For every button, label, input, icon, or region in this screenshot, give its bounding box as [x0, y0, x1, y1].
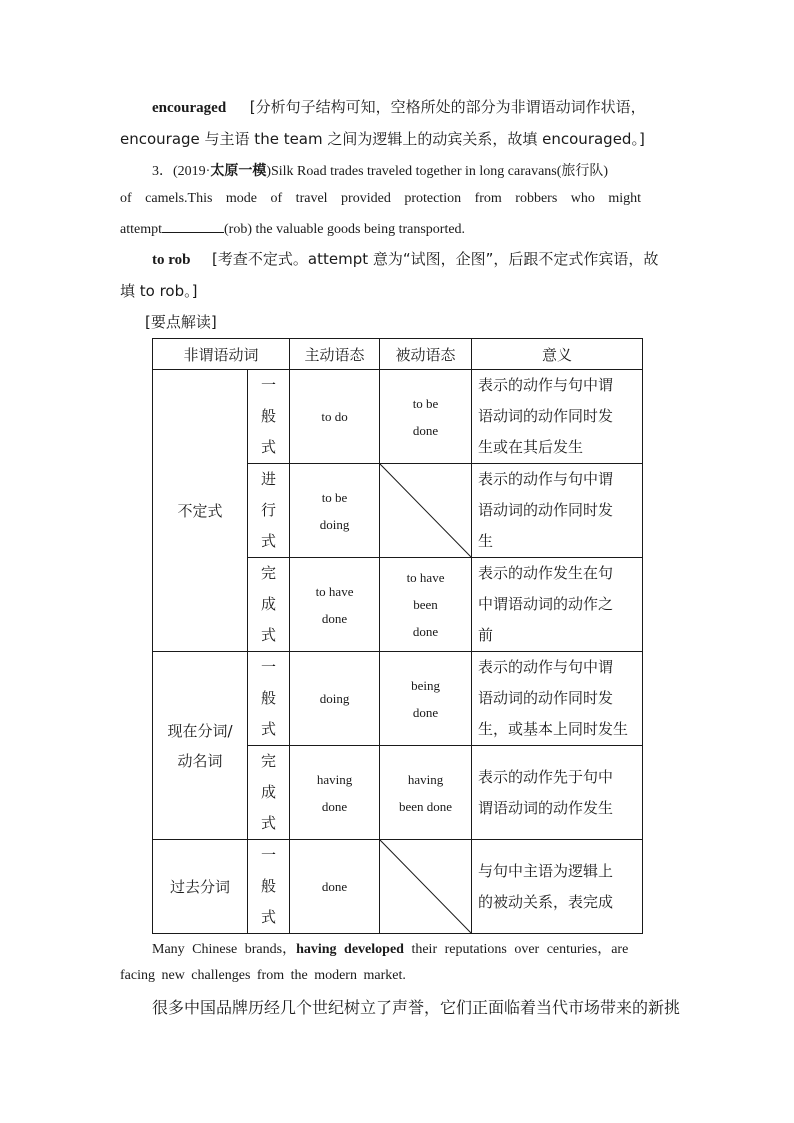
form-char: 式: [261, 626, 277, 644]
form-char: 行: [261, 501, 277, 519]
table-row: [153, 840, 643, 934]
form-char: 般: [261, 407, 277, 425]
passive-text: having: [407, 771, 444, 787]
form-char: 式: [261, 814, 277, 832]
meaning-text: 表示的动作与句中谓: [478, 376, 614, 394]
group-participle: [153, 652, 248, 840]
passive-text: being: [411, 677, 440, 693]
meaning-cell: [472, 652, 643, 746]
answer-line-to-rob: [152, 248, 658, 269]
question-3-line3: [120, 220, 465, 238]
explanation-line: 填 to rob。]: [120, 282, 198, 300]
diagonal-line: [380, 840, 471, 933]
example-translation: 很多中国品牌历经几个世纪树立了声誉，它们正面临着当代市场带来的新挑: [152, 998, 681, 1017]
meaning-text: 的被动关系，表完成: [478, 892, 614, 911]
meaning-text: 语动词的动作同时发: [478, 689, 614, 707]
example-text: Many Chinese brands，: [152, 942, 297, 957]
question-3-line1: [152, 160, 608, 180]
active-cell: [290, 370, 380, 464]
meaning-cell: [472, 370, 643, 464]
meaning-cell: [472, 464, 643, 558]
form-char: 一: [261, 376, 277, 394]
passive-cell: [380, 652, 472, 746]
example-line2: facing new challenges from the modern market.: [120, 968, 406, 983]
active-text: done: [321, 610, 348, 626]
answer-blank[interactable]: [162, 220, 224, 233]
table-header-row: [153, 339, 643, 370]
section-title: [要点解读]: [145, 313, 217, 331]
meaning-text: 表示的动作与句中谓: [478, 658, 614, 676]
passive-cell: [380, 746, 472, 840]
form-char: 一: [261, 846, 277, 864]
form-char: 式: [261, 720, 277, 738]
explanation-text: [考查不定式。attempt 意为“试图，企图”，后跟不定式作宾语，故: [212, 250, 659, 268]
example-text: their reputations over centuries，are: [411, 942, 629, 957]
active-cell: [290, 558, 380, 652]
example-line1: [152, 938, 628, 958]
table-row: [153, 652, 643, 746]
meaning-text: 与句中主语为逻辑上: [478, 861, 614, 880]
question-text-before-blank: attempt: [120, 222, 162, 237]
meaning-text: 表示的动作与句中谓: [478, 470, 614, 488]
form-cell: [248, 746, 290, 840]
meaning-text: 生: [478, 532, 494, 550]
form-char: 成: [261, 595, 277, 613]
meaning-text: 生，或基本上同时发生: [478, 720, 629, 738]
meaning-text: 表示的动作先于句中: [478, 767, 614, 786]
active-text: done: [321, 879, 348, 894]
meaning-text: 中谓语动词的动作之: [478, 595, 614, 613]
meaning-text: 谓语动词的动作发生: [478, 798, 614, 817]
question-3-line2: of camels.This mode of travel provided protection from robbers who might: [120, 191, 642, 206]
active-text: to have: [315, 583, 354, 599]
active-cell: [290, 746, 380, 840]
form-char: 式: [261, 438, 277, 456]
passive-cell: [380, 558, 472, 652]
active-cell: [290, 464, 380, 558]
form-cell: [248, 464, 290, 558]
passive-text: to have: [406, 570, 445, 585]
group-label-line: 动名词: [177, 751, 223, 770]
example-highlight: having developed: [296, 942, 404, 957]
form-char: 般: [261, 877, 277, 895]
form-char: 成: [261, 783, 277, 801]
active-text: done: [321, 798, 348, 814]
active-text: to do: [321, 409, 348, 424]
answer-word: encouraged: [152, 100, 227, 116]
form-char: 完: [261, 752, 277, 770]
passive-text: to be: [412, 395, 439, 411]
question-text: )Silk Road trades traveled together in long caravans(旅行队): [266, 164, 609, 179]
form-char: 完: [261, 564, 277, 582]
active-text: to be: [321, 489, 348, 505]
meaning-cell: [472, 840, 643, 934]
question-number: 3．(2019·: [152, 164, 211, 179]
meaning-text: 表示的动作发生在句: [478, 564, 614, 582]
group-label-line: 现在分词/: [167, 721, 233, 740]
answer-line-encouraged: [152, 96, 646, 117]
form-char: 式: [261, 908, 277, 926]
diagonal-line: [380, 464, 471, 557]
form-cell: [248, 370, 290, 464]
passive-text: done: [412, 422, 439, 438]
header-active: 主动语态: [290, 339, 380, 370]
header-meaning: 意义: [472, 339, 643, 370]
active-cell: [290, 652, 380, 746]
active-cell: [290, 840, 380, 934]
meaning-text: 语动词的动作同时发: [478, 501, 614, 519]
form-char: 一: [261, 658, 277, 676]
explanation-line: encourage 与主语 the team 之间为逻辑上的动宾关系，故填 encouraged。]: [120, 130, 645, 148]
active-text: doing: [319, 516, 350, 532]
passive-text: been: [413, 597, 438, 612]
form-char: 式: [261, 532, 277, 550]
answer-word: to rob: [152, 252, 191, 268]
form-cell: [248, 840, 290, 934]
empty-diagonal-cell: [380, 464, 472, 558]
meaning-cell: [472, 558, 643, 652]
form-cell: [248, 652, 290, 746]
grammar-table: [152, 338, 643, 934]
meaning-text: 前: [478, 626, 494, 644]
form-cell: [248, 558, 290, 652]
active-text: having: [316, 771, 353, 787]
question-source: 太原一模: [210, 163, 267, 179]
header-nonfinite: 非谓语动词: [153, 339, 290, 370]
question-text-after-blank: (rob) the valuable goods being transported.: [224, 222, 466, 237]
passive-text: been done: [398, 798, 453, 814]
meaning-text: 生或在其后发生: [478, 438, 584, 456]
active-text: doing: [319, 691, 350, 706]
header-passive: 被动语态: [380, 339, 472, 370]
meaning-cell: [472, 746, 643, 840]
explanation-text: [分析句子结构可知，空格所处的部分为非谓语动词作状语，: [249, 98, 646, 116]
passive-text: done: [412, 624, 439, 639]
table-row: [153, 370, 643, 464]
group-infinitive: 不定式: [153, 370, 248, 652]
empty-diagonal-cell: [380, 840, 472, 934]
form-char: 般: [261, 689, 277, 707]
form-char: 进: [261, 470, 277, 488]
group-past-participle: 过去分词: [153, 840, 248, 934]
passive-cell: [380, 370, 472, 464]
passive-text: done: [412, 704, 439, 720]
meaning-text: 语动词的动作同时发: [478, 407, 614, 425]
